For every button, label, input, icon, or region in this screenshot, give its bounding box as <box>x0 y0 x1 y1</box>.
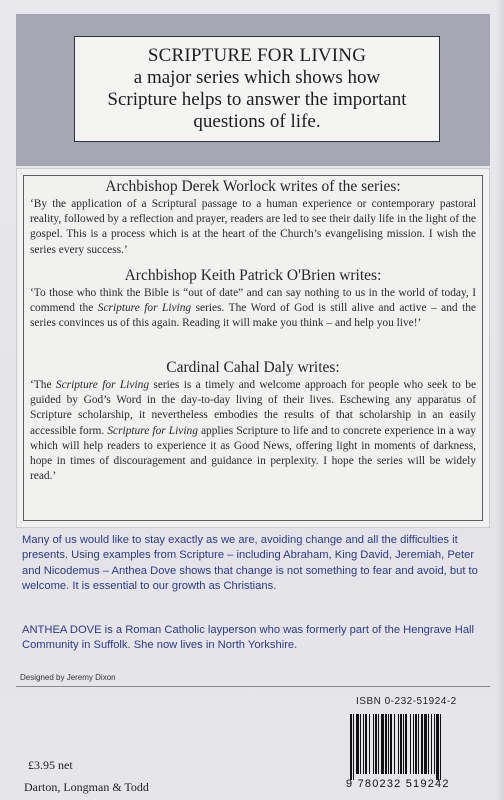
barcode-bar <box>360 714 361 774</box>
series-banner-panel <box>16 14 490 166</box>
barcode-bar <box>440 714 441 780</box>
barcode-bar <box>403 714 404 774</box>
series-title: SCRIPTURE FOR LIVING <box>147 45 367 66</box>
obrien-text-part: series. The Word of God is still alive and active – and the series convinces us of this again. Reading it will make you think – and help you live!’ <box>30 302 476 330</box>
barcode-bar <box>369 714 370 774</box>
barcode-bar <box>436 714 439 780</box>
barcode-bar <box>390 714 392 774</box>
daly-text-part: series is a timely and welcome approach for people who seek to be guided by God’s Word in the day-to-day living of their lives. Eschewing any apparatus of Scripture scholarship, it nevertheless embodies the results of that scholarship in an easily accessible form. <box>30 379 476 437</box>
obrien-text-part: ‘To those who think the Bible is “out of date” and can say nothing to us in the world of today, I commend the <box>30 287 476 315</box>
barcode-bar <box>398 714 399 774</box>
barcode-bar <box>428 714 429 774</box>
endorsement-text-obrien <box>30 286 476 332</box>
daly-text-part: ‘The <box>30 379 56 391</box>
barcode-bar <box>413 714 414 774</box>
barcode-bar <box>400 714 402 774</box>
author-bio: ANTHEA DOVE is a Roman Catholic layperson who was formerly part of the Hengrave Hall Community in Suffolk. She now lives in North Yorkshire. <box>22 624 475 652</box>
barcode-bar <box>434 714 435 774</box>
endorsement-heading-worlock: Archbishop Derek Worlock writes of the series: <box>105 178 401 195</box>
daly-text-italic: Scripture for Living <box>55 379 150 391</box>
book-blurb: Many of us would like to stay exactly as we are, avoiding change and all the difficulties it presents. Using examples from Scripture – including Abraham, King David, Jeremiah, Peter and Nicodemus – Anthea Dove shows that change is not something to fear and avoid, but to welcome. It is essential to our growth as Christians. <box>22 534 478 592</box>
barcode-bar <box>363 714 364 774</box>
barcode-bar <box>375 714 377 774</box>
barcode-bar <box>378 714 379 774</box>
daly-text-part: applies Scripture to life and to concrete experience in a way which will help readers to experience it as Good News, offering light in moments of darkness, hope in times of discouragement and guidance in perplexity. I hope the series will be widely read.’ <box>30 424 476 483</box>
series-tagline-2: Scripture helps to answer the important <box>107 89 407 110</box>
series-banner <box>74 36 440 142</box>
isbn: ISBN 0-232-51924-2 <box>356 696 457 707</box>
edge-shadow <box>496 0 504 800</box>
endorsement-heading-daly: Cardinal Cahal Daly writes: <box>166 359 340 376</box>
daly-text-italic: Scripture for Living <box>107 424 198 437</box>
barcode-bar <box>388 714 389 774</box>
endorsement-heading-obrien: Archbishop Keith Patrick O'Brien writes: <box>124 267 382 284</box>
footer-divider <box>16 686 490 687</box>
designer-credit: Designed by Jeremy Dixon <box>20 673 116 682</box>
barcode-bar <box>385 714 387 774</box>
series-tagline-3: questions of life. <box>193 111 321 132</box>
barcode-bar <box>431 714 432 774</box>
publisher: Darton, Longman & Todd <box>24 780 149 794</box>
barcode-bar <box>394 714 395 774</box>
endorsement-text-worlock: ‘By the application of a Scriptural passage to a human experience or contemporary pastoral reality, followed by a reflection and prayer, readers are led to see their daily life in the light of the gospel. This is a process which is at the heart of the Church’s evangelising mission. I wish the series every success.’ <box>30 198 476 256</box>
obrien-text-italic: Scripture for Living <box>97 302 192 315</box>
barcode-digits: 9 780232 519242 <box>346 778 450 790</box>
barcode-bar <box>421 714 423 774</box>
barcode-bar <box>424 714 427 774</box>
price: £3.95 net <box>28 758 73 772</box>
barcode-bar <box>350 714 352 780</box>
barcode-bar <box>410 714 411 774</box>
barcode-bar <box>418 714 419 774</box>
barcode-bar <box>356 714 359 774</box>
endorsements-box <box>16 168 490 528</box>
endorsements-frame <box>23 175 483 521</box>
barcode-bar <box>405 714 407 774</box>
barcode-bar <box>353 714 354 780</box>
series-tagline-1: a major series which shows how <box>133 67 381 88</box>
endorsement-text-daly <box>30 378 476 484</box>
barcode-bar <box>365 714 367 774</box>
barcode-bar <box>415 714 417 774</box>
barcode-bar <box>373 714 374 774</box>
barcode-bar <box>381 714 384 774</box>
